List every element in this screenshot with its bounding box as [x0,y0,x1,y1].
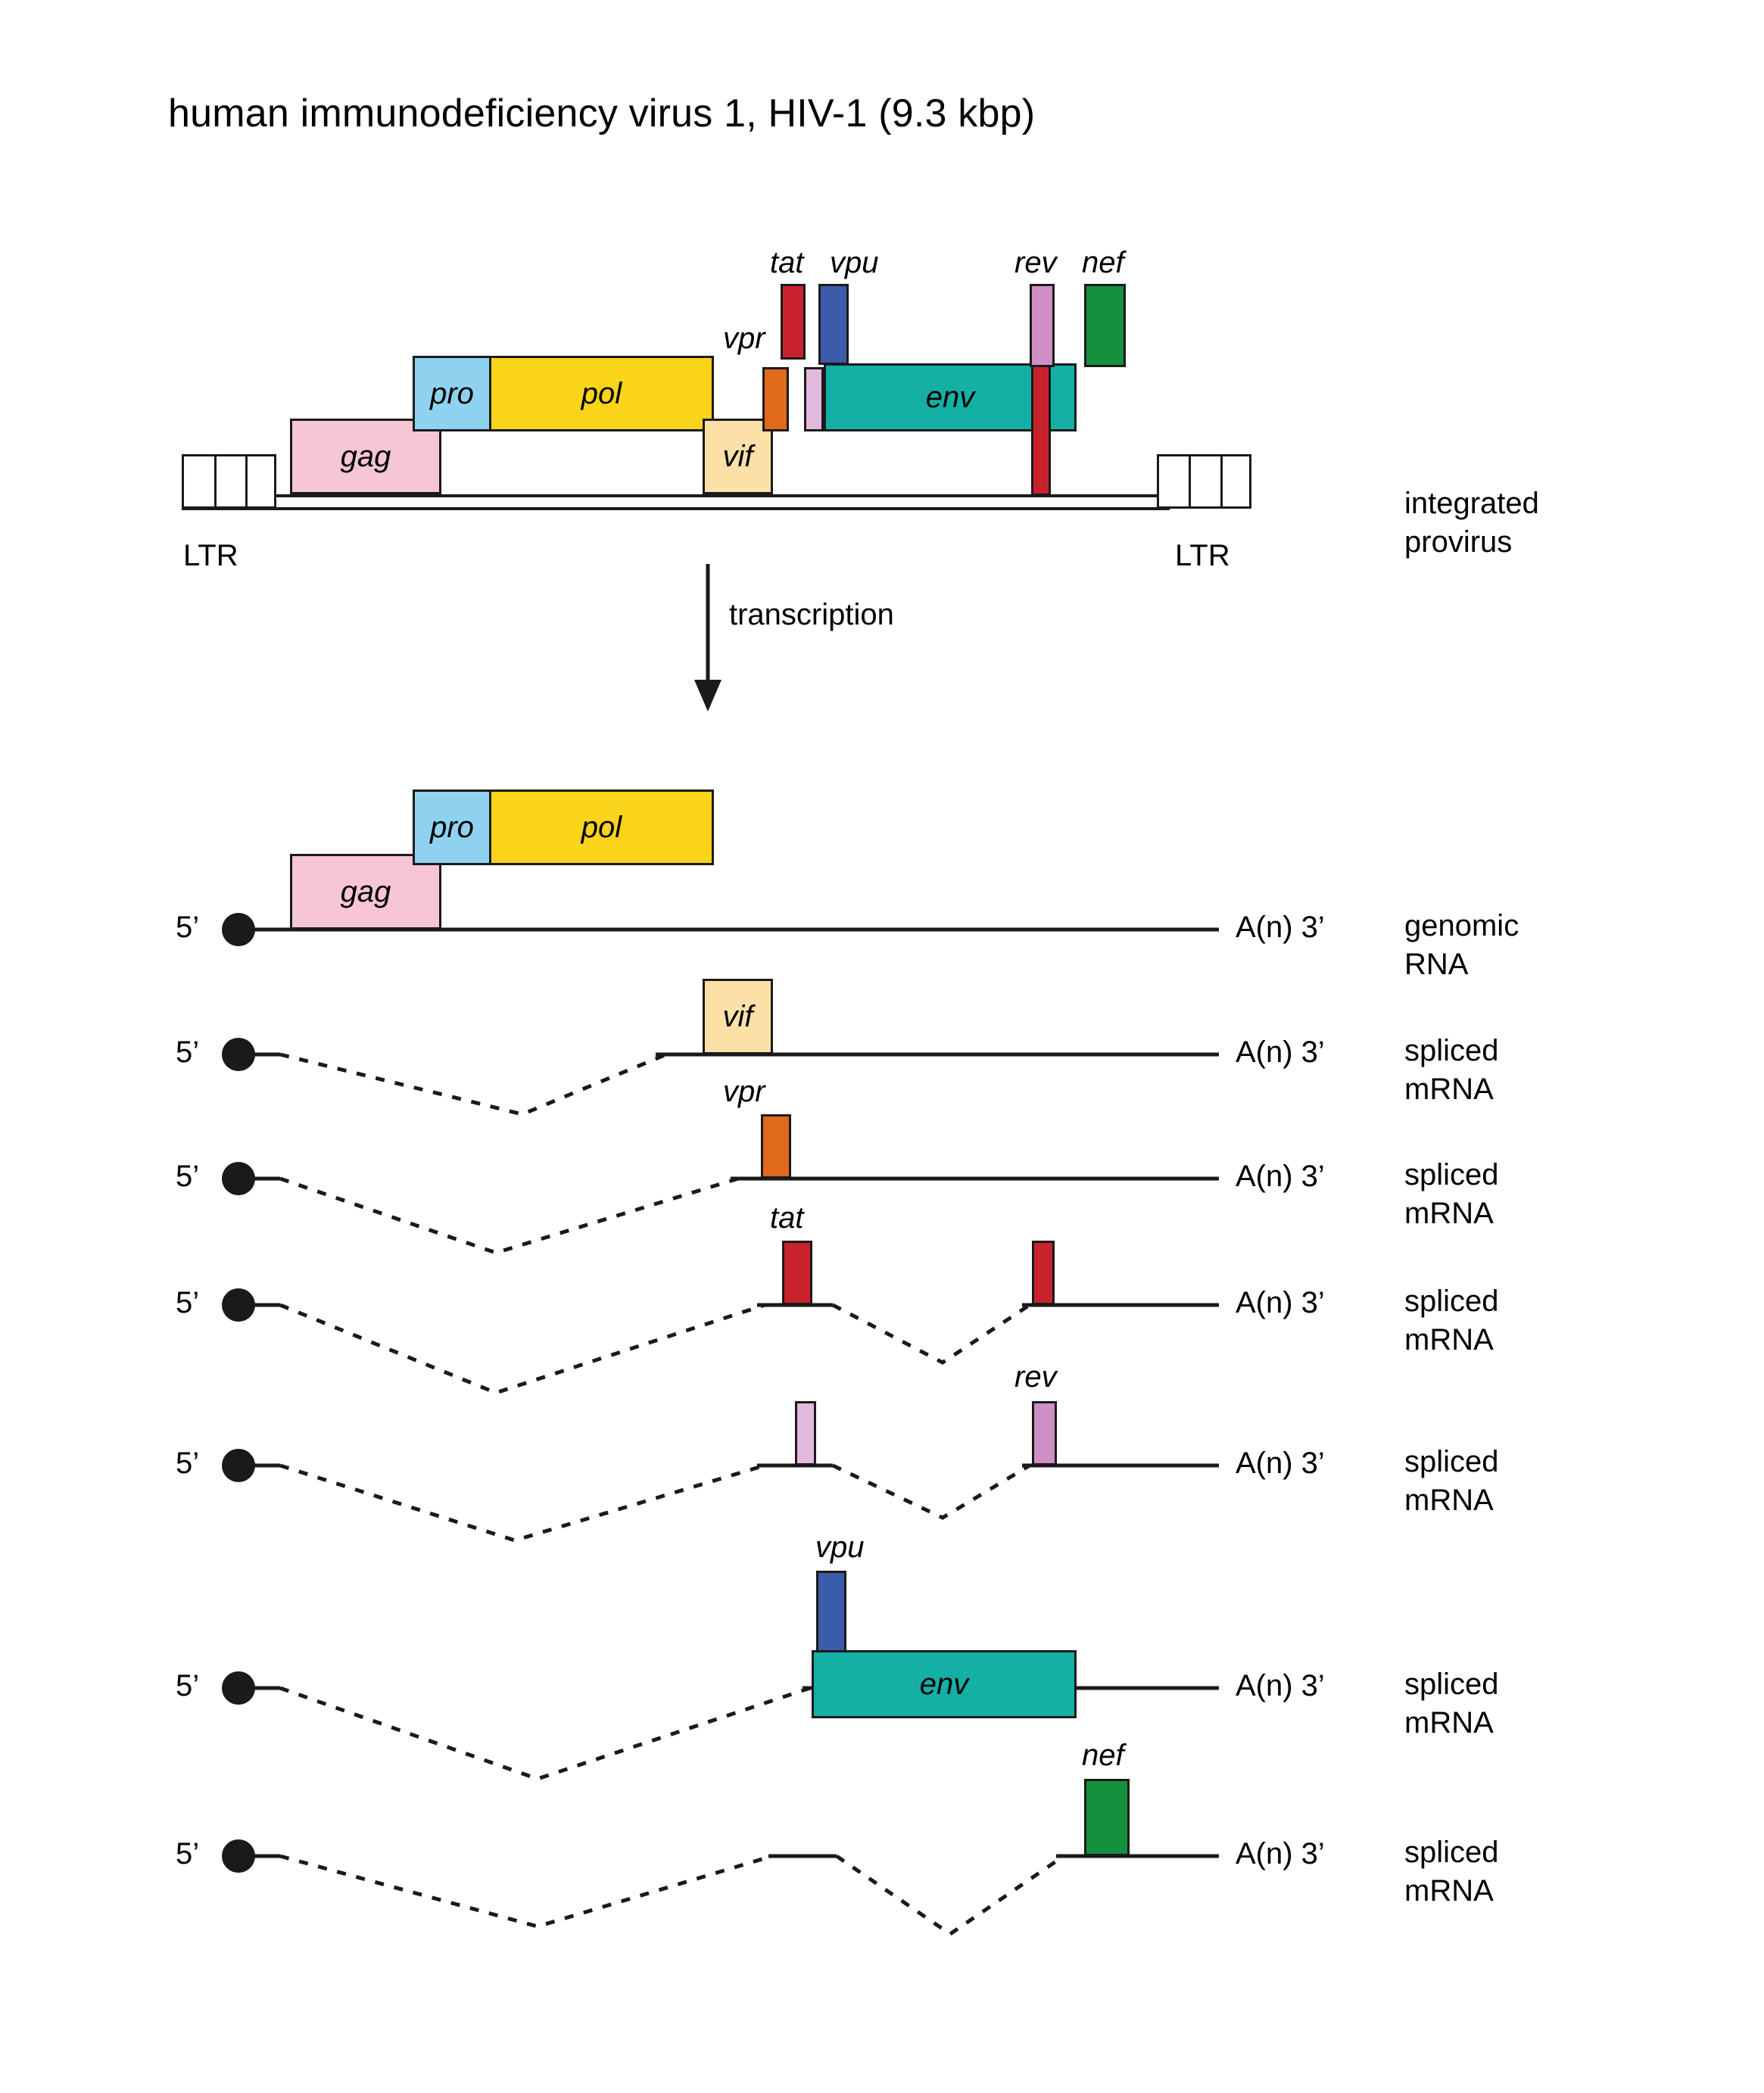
transcript-7-type [1404,1833,1499,1911]
transcript-2-vif-label: vif [722,999,753,1033]
provirus-vpr-label: vpr [723,322,765,355]
transcript-3-vpr-label: vpr [723,1075,765,1108]
transcript-6-env-label: env [919,1667,969,1701]
transcript-4-type-line1: spliced [1404,1285,1499,1318]
provirus-pro-label: pro [430,376,474,410]
transcript-5-three-prime: A(n) 3’ [1236,1447,1325,1480]
transcript-4-tat-exon2-box [1032,1241,1055,1305]
ltr-left-divider-1 [214,454,217,509]
transcript-6-type-line2: mRNA [1404,1706,1494,1740]
ltr-right-box [1157,454,1251,509]
transcript-2-five-prime: 5’ [176,1036,200,1069]
provirus-rev-label: rev [1014,246,1057,279]
ltr-left-divider-2 [245,454,248,509]
provirus-env-label: env [925,380,975,414]
transcription-label: transcription [729,598,894,631]
provirus-side-label [1404,484,1539,562]
transcript-7-type-line2: mRNA [1404,1874,1494,1908]
transcript-4-type [1404,1282,1499,1360]
transcript-7-three-prime: A(n) 3’ [1236,1837,1325,1870]
transcript-6-type-line1: spliced [1404,1668,1499,1701]
provirus-vpu-box [818,284,849,365]
provirus-side-label-line2: provirus [1404,525,1513,559]
transcript-3-vpr-box [761,1114,791,1179]
provirus-tat-exon1-box [781,284,806,360]
transcript-5-type [1404,1443,1499,1520]
transcript-5-five-prime: 5’ [176,1447,200,1480]
transcript-4-three-prime: A(n) 3’ [1236,1286,1325,1319]
transcript-1-pol-label: pol [581,810,622,844]
transcript-4-tat-exon1-box [782,1241,812,1305]
transcript-1-gag-label: gag [340,874,391,908]
transcript-1-five-prime: 5’ [176,911,200,944]
transcript-7-nef-box [1084,1779,1130,1856]
transcript-6-five-prime: 5’ [176,1669,200,1702]
transcript-1-type [1404,907,1519,984]
transcript-3-type-line2: mRNA [1404,1197,1494,1231]
ltr-right-divider-1 [1189,454,1191,509]
transcript-2-type [1404,1032,1499,1109]
page-title: human immunodeficiency virus 1, HIV-1 (9.3 kbp) [168,92,1036,135]
transcript-1-three-prime: A(n) 3’ [1236,911,1325,944]
provirus-nef-label: nef [1082,246,1124,279]
provirus-tat-label: tat [770,246,804,279]
transcript-7-five-prime: 5’ [176,1837,200,1870]
transcript-3-five-prime: 5’ [176,1160,200,1193]
transcript-2-type-line1: spliced [1404,1034,1499,1067]
transcript-3-three-prime: A(n) 3’ [1236,1160,1325,1193]
ltr-right-label: LTR [1175,539,1230,572]
transcript-5-rev-exon1-box [795,1401,816,1465]
transcript-6-vpu-box [816,1571,846,1654]
transcript-4-type-line2: mRNA [1404,1323,1494,1357]
transcript-2-three-prime: A(n) 3’ [1236,1036,1325,1069]
transcript-1-type-line1: genomic [1404,909,1519,942]
cap-circle [222,913,255,946]
transcript-7-nef-label: nef [1082,1739,1124,1772]
provirus-rev-exon2-box [1030,284,1055,367]
provirus-gag-label: gag [340,439,391,473]
transcript-4-tat-label: tat [770,1201,804,1235]
provirus-vpr-box [762,367,789,431]
provirus-nef-box [1084,284,1126,367]
transcript-1-pro-label: pro [430,810,474,844]
transcript-6-vpu-label: vpu [815,1531,865,1564]
transcript-1-type-line2: RNA [1404,948,1469,982]
provirus-rev-exon1-box [804,367,824,431]
transcript-5-type-line1: spliced [1404,1445,1499,1478]
provirus-vif-label: vif [722,439,753,473]
ltr-right-divider-2 [1220,454,1223,509]
transcript-6-type [1404,1665,1499,1743]
transcript-4-five-prime: 5’ [176,1286,200,1319]
transcript-7-type-line1: spliced [1404,1836,1499,1869]
transcript-2-type-line2: mRNA [1404,1073,1494,1107]
ltr-left-label: LTR [183,539,238,572]
provirus-vpu-label: vpu [830,246,879,279]
ltr-left-box [182,454,276,509]
provirus-pol-label: pol [581,376,622,410]
provirus-side-label-line1: integrated [1404,487,1539,520]
transcript-3-type-line1: spliced [1404,1158,1499,1191]
transcript-5-type-line2: mRNA [1404,1484,1494,1518]
transcript-5-rev-label: rev [1014,1360,1057,1394]
transcript-3-type [1404,1156,1499,1233]
transcript-6-three-prime: A(n) 3’ [1236,1669,1325,1702]
transcript-5-rev-exon2-box [1032,1401,1057,1465]
